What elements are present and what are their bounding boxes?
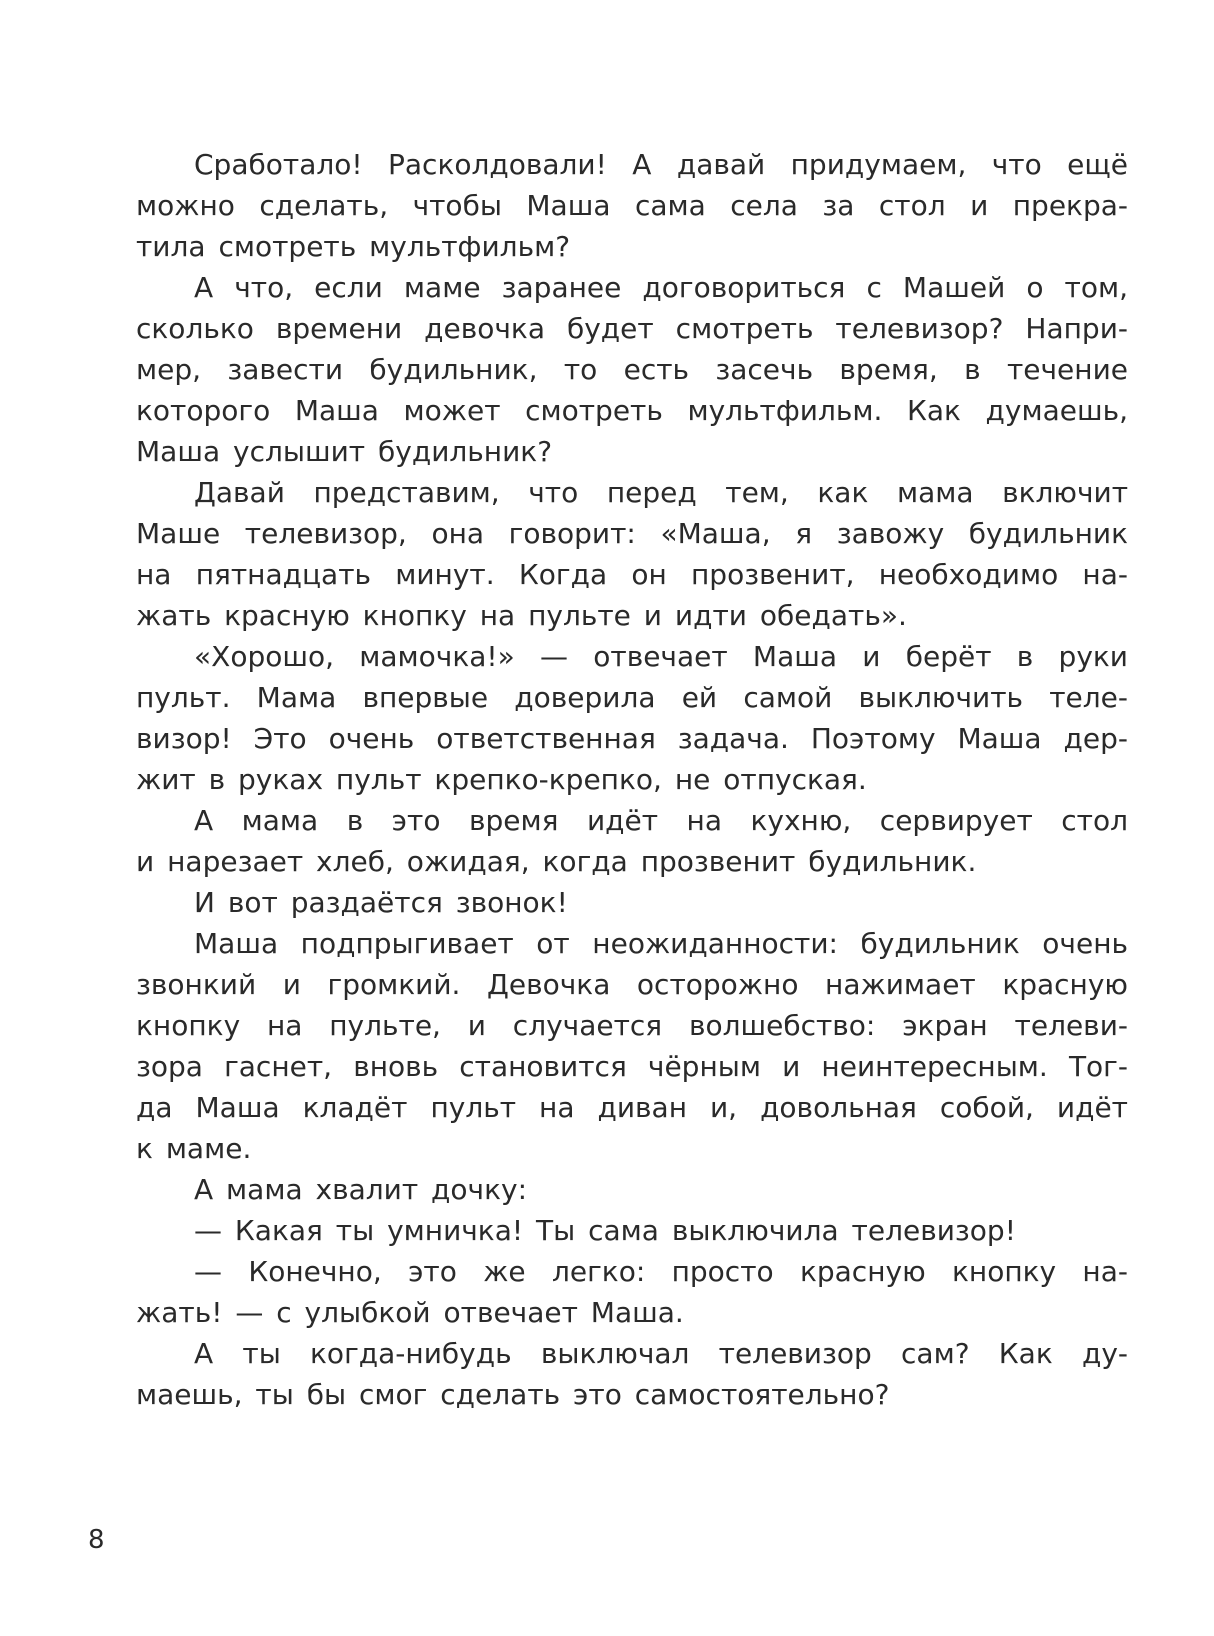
paragraph (136, 923, 1128, 1169)
dialogue-line (136, 1210, 1128, 1251)
dialogue-line (136, 1251, 1128, 1333)
text-line: Сработало! Расколдовали! А давай придумаем, что ещё (194, 148, 1128, 181)
paragraph (136, 144, 1128, 267)
paragraph (136, 267, 1128, 472)
text-line: Маша услышит будильник? (136, 435, 553, 468)
text-line: и нарезает хлеб, ожидая, когда прозвенит будильник. (136, 845, 977, 878)
text-line: на пятнадцать минут. Когда он прозвенит, необходимо на- (136, 558, 1128, 591)
text-line: зора гаснет, вновь становится чёрным и неинтересным. Тог- (136, 1050, 1128, 1083)
text-line: Маше телевизор, она говорит: «Маша, я завожу будильник (136, 517, 1128, 550)
text-line: которого Маша может смотреть мультфильм. Как думаешь, (136, 394, 1128, 427)
page-body (136, 144, 1128, 1415)
text-line: жит в руках пульт крепко-крепко, не отпуская. (136, 763, 867, 796)
paragraph (136, 882, 1128, 923)
text-line: можно сделать, чтобы Маша сама села за стол и прекра- (136, 189, 1128, 222)
text-line: звонкий и громкий. Девочка осторожно нажимает красную (136, 968, 1128, 1001)
text-line: А ты когда-нибудь выключал телевизор сам? Как ду- (194, 1337, 1128, 1370)
text-line: А мама в это время идёт на кухню, сервирует стол (194, 804, 1128, 837)
text-line: — Какая ты умничка! Ты сама выключила телевизор! (194, 1214, 1016, 1247)
text-line: сколько времени девочка будет смотреть телевизор? Напри- (136, 312, 1128, 345)
page-number: 8 (88, 1525, 105, 1555)
text-line: к маме. (136, 1132, 252, 1165)
text-line: мер, завести будильник, то есть засечь время, в течение (136, 353, 1128, 386)
text-line: И вот раздаётся звонок! (194, 886, 568, 919)
text-line: Давай представим, что перед тем, как мама включит (194, 476, 1128, 509)
text-line: А мама хвалит дочку: (194, 1173, 528, 1206)
text-line: — Конечно, это же легко: просто красную кнопку на- (194, 1255, 1128, 1288)
text-line: Маша подпрыгивает от неожиданности: будильник очень (194, 927, 1128, 960)
text-line: кнопку на пульте, и случается волшебство: экран телеви- (136, 1009, 1128, 1042)
paragraph (136, 1333, 1128, 1415)
text-line: жать красную кнопку на пульте и идти обедать». (136, 599, 907, 632)
paragraph (136, 636, 1128, 800)
paragraph (136, 800, 1128, 882)
text-line: А что, если маме заранее договориться с Машей о том, (194, 271, 1128, 304)
text-line: жать! — с улыбкой отвечает Маша. (136, 1296, 684, 1329)
paragraph (136, 1169, 1128, 1210)
text-line: тила смотреть мультфильм? (136, 230, 571, 263)
text-line: да Маша кладёт пульт на диван и, довольная собой, идёт (136, 1091, 1128, 1124)
paragraph (136, 472, 1128, 636)
text-line: пульт. Мама впервые доверила ей самой выключить теле- (136, 681, 1128, 714)
text-line: визор! Это очень ответственная задача. Поэтому Маша дер- (136, 722, 1128, 755)
text-line: «Хорошо, мамочка!» — отвечает Маша и берёт в руки (194, 640, 1128, 673)
text-line: маешь, ты бы смог сделать это самостоятельно? (136, 1378, 890, 1411)
